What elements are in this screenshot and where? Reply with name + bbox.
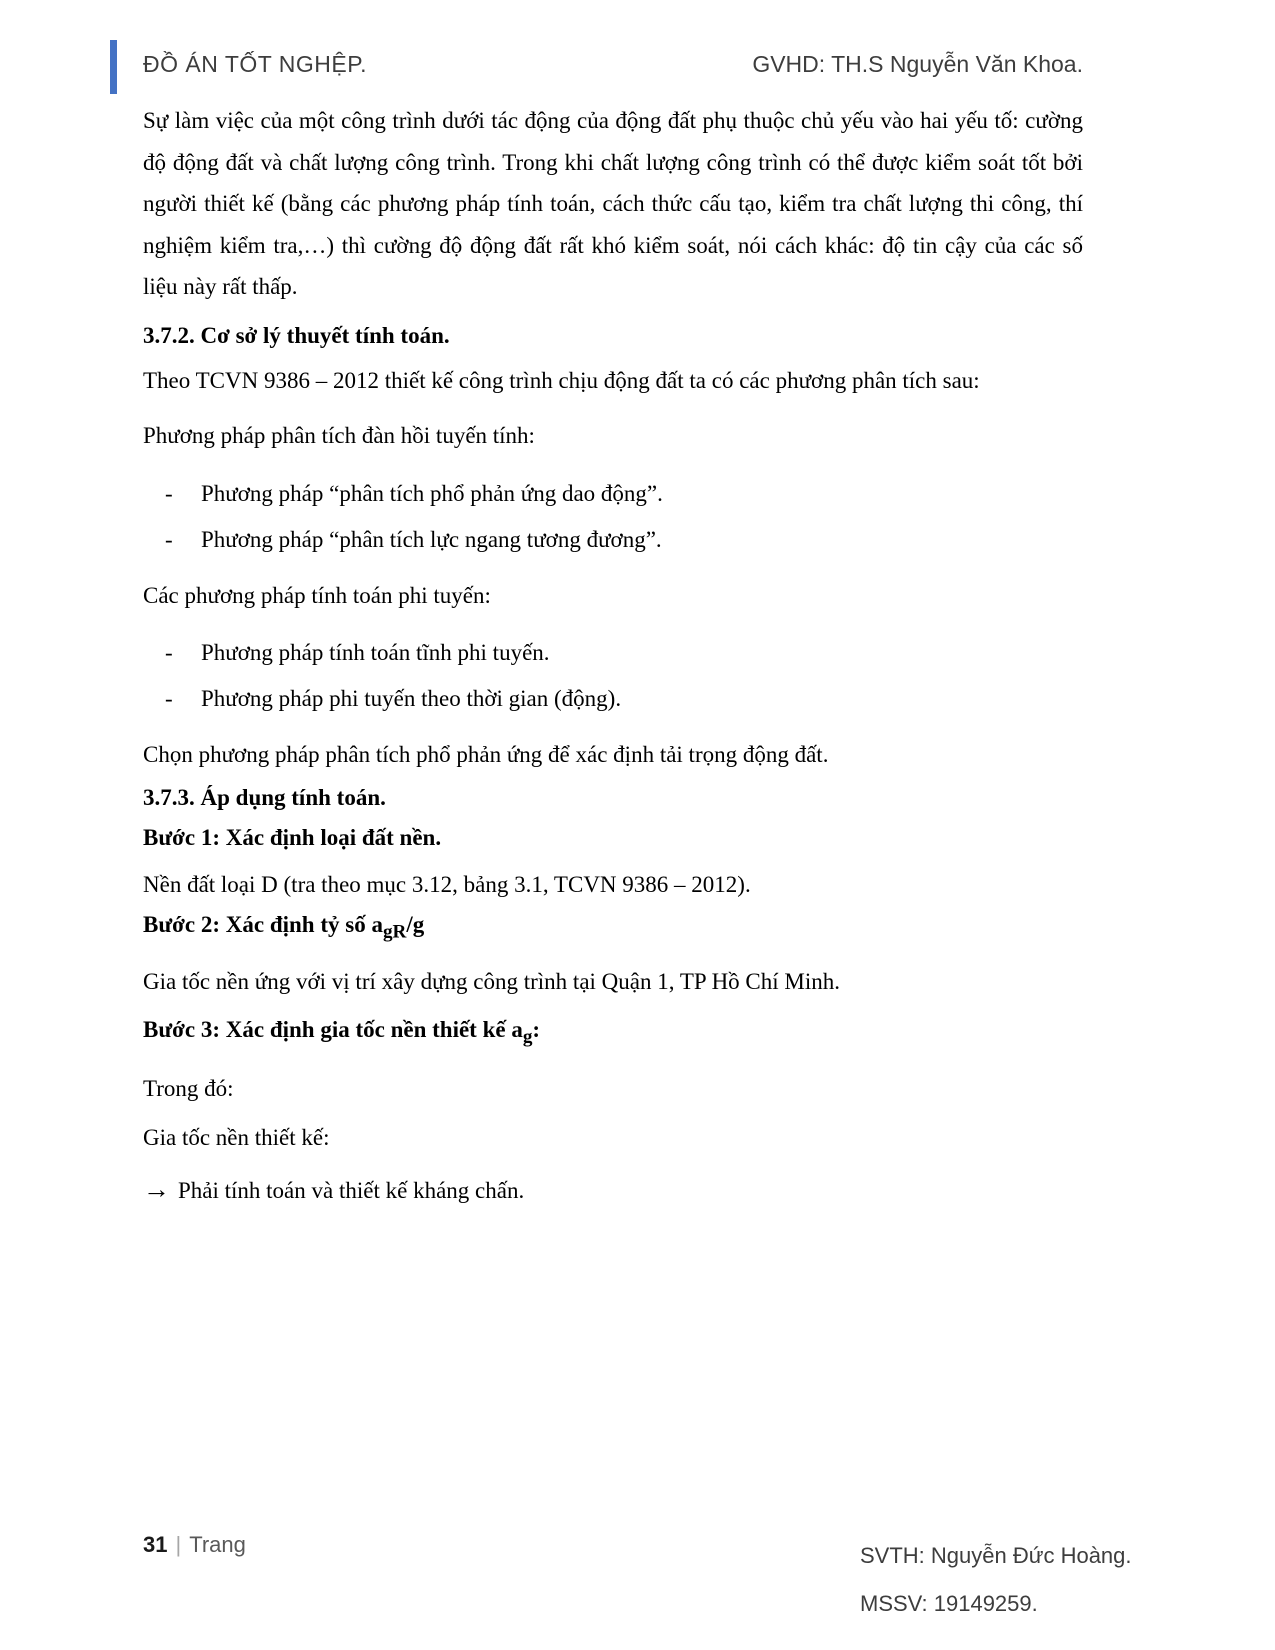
bullet-list-nonlinear [143, 630, 1083, 722]
list-item-text: Phương pháp “phân tích lực ngang tương đương”. [201, 526, 662, 552]
list-item-text: Phương pháp “phân tích phổ phản ứng dao động”. [201, 480, 663, 506]
step-3-suffix: : [532, 1017, 541, 1043]
bullet-dash: - [165, 640, 173, 665]
list-item [143, 517, 1083, 563]
footer-page-number [143, 1532, 246, 1558]
paragraph-linear-methods: Phương pháp phân tích đàn hồi tuyến tính: [143, 423, 535, 448]
step-2-subscript: gR [382, 921, 407, 943]
list-item [143, 630, 1083, 676]
header-document-title: ĐỒ ÁN TỐT NGHỆP. [143, 51, 367, 77]
page-header [110, 38, 1083, 98]
footer-student-info [860, 1532, 1132, 1628]
list-item [143, 471, 1083, 517]
step-3-subscript: g [522, 1026, 533, 1048]
paragraph-soil-type: Nền đất loại D (tra theo mục 3.12, bảng 3.1, TCVN 9386 – 2012). [143, 871, 751, 897]
step-2-text: Bước 2: Xác định tỷ số a [143, 912, 383, 937]
section-heading-373: 3.7.3. Áp dụng tính toán. [143, 784, 386, 810]
step-1-heading: Bước 1: Xác định loại đất nền. [143, 824, 442, 850]
step-3-heading [143, 1012, 1083, 1056]
bullet-dash: - [165, 686, 173, 711]
paragraph-in-which: Trong đó: [143, 1075, 234, 1101]
paragraph-tcvn: Theo TCVN 9386 – 2012 thiết kế công trình chịu động đất ta có các phương phân tích sau: [143, 367, 980, 393]
student-id: MSSV: 19149259. [860, 1591, 1038, 1616]
conclusion-text: Phải tính toán và thiết kế kháng chấn. [178, 1177, 525, 1203]
paragraph-chosen-method: Chọn phương pháp phân tích phổ phản ứng để xác định tải trọng động đất. [143, 742, 829, 767]
right-arrow-icon: → [143, 1173, 170, 1204]
paragraph-design-acceleration: Gia tốc nền thiết kế: [143, 1125, 330, 1151]
step-2-suffix: /g [406, 912, 425, 937]
conclusion-line [143, 1169, 1083, 1212]
paragraph-intro: Sự làm việc của một công trình dưới tác động của động đất phụ thuộc chủ yếu vào hai yếu tố: cường độ động đất và chất lượng công trình. Trong khi chất lượng công trình có thể được kiểm soát tốt bởi người thiết kế (bằng các phương pháp tính toán, cách thức cấu tạo, kiểm tra chất lượng thi công, thí nghiệm kiểm tra,…) thì cường độ động đất rất khó kiểm soát, nói cách khác: độ tin cậy của các số liệu này rất thấp. [143, 108, 1083, 299]
document-body [143, 100, 1083, 1221]
paragraph-location: Gia tốc nền ứng với vị trí xây dựng công trình tại Quận 1, TP Hồ Chí Minh. [143, 968, 840, 994]
list-item [143, 676, 1083, 722]
page-number: 31 [143, 1532, 168, 1557]
step-2-heading [143, 907, 1083, 951]
header-advisor-name: GVHD: TH.S Nguyễn Văn Khoa. [752, 51, 1083, 77]
student-name: SVTH: Nguyễn Đức Hoàng. [860, 1543, 1132, 1568]
list-item-text: Phương pháp tính toán tĩnh phi tuyến. [201, 640, 550, 665]
bullet-dash: - [165, 526, 173, 552]
list-item-text: Phương pháp phi tuyến theo thời gian (động). [201, 686, 622, 711]
paragraph-nonlinear-methods: Các phương pháp tính toán phi tuyến: [143, 582, 491, 608]
page-label: Trang [189, 1532, 246, 1557]
section-heading-372: 3.7.2. Cơ sở lý thuyết tính toán. [143, 322, 450, 348]
step-3-text: Bước 3: Xác định gia tốc nền thiết kế a [143, 1017, 523, 1043]
header-accent-bar [110, 40, 117, 94]
bullet-list-linear [143, 471, 1083, 563]
bullet-dash: - [165, 480, 173, 506]
footer-separator: | [175, 1532, 182, 1557]
